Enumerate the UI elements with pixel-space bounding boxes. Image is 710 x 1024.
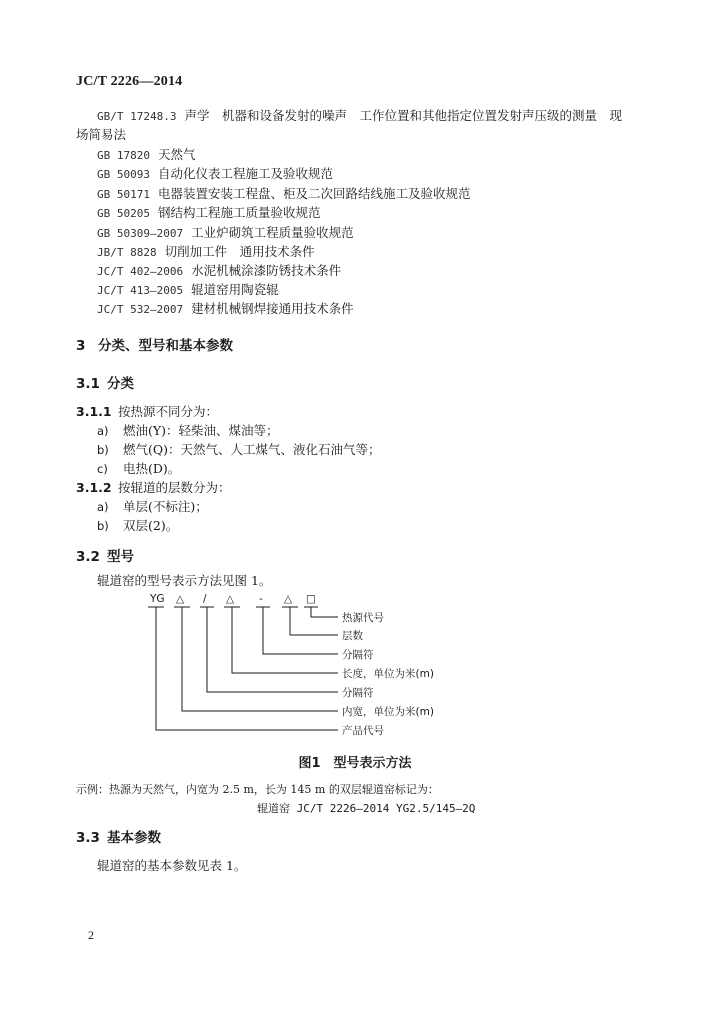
list-item (97, 516, 178, 534)
leader-line (207, 607, 338, 692)
reference-code: GB 50205 (97, 207, 150, 220)
reference-title: 建材机械钢焊接通用技术条件 (191, 301, 354, 316)
section-number: 3 (76, 338, 86, 354)
reference-title: 辊道窑用陶瓷辊 (191, 282, 279, 297)
list-item (97, 497, 208, 515)
subsection-title: 型号 (107, 549, 134, 565)
reference-item (97, 299, 354, 319)
reference-title: 场简易法 (76, 127, 127, 142)
subsection-heading (76, 372, 134, 392)
clause-text: 按热源不同分为： (118, 404, 219, 419)
label-separator: 分隔符 (342, 687, 374, 699)
reference-title: 自动化仪表工程施工及验收规范 (157, 166, 333, 181)
subsection-title: 分类 (107, 376, 134, 392)
list-letter: a) (97, 500, 109, 514)
clause-3-1-2 (76, 478, 231, 496)
model-designation-diagram (0, 585, 710, 745)
symbol-triangle: △ (226, 593, 235, 605)
page-number: 2 (88, 928, 94, 942)
list-item (97, 459, 180, 477)
list-letter: a) (97, 424, 109, 438)
list-text: 双层(2)。 (123, 518, 179, 533)
label-length: 长度，单位为米(m) (342, 668, 434, 680)
reference-title: 钢结构工程施工质量验收规范 (157, 205, 321, 220)
subsection-heading (76, 545, 134, 565)
subsection-title: 基本参数 (107, 830, 161, 846)
reference-title: 切削加工件 通用技术条件 (164, 244, 315, 259)
reference-code: GB 50171 (97, 188, 150, 201)
document-header: JC/T 2226—2014 (76, 74, 183, 89)
subsection-number: 3.2 (76, 549, 100, 565)
clause-number: 3.1.1 (76, 404, 112, 419)
leader-line (182, 607, 338, 711)
reference-code: GB 17820 (97, 149, 150, 162)
reference-title: 水泥机械涂漆防锈技术条件 (191, 263, 342, 278)
section-heading (76, 334, 233, 354)
list-letter: b) (97, 519, 109, 533)
label-inner-width: 内宽，单位为米(m) (342, 706, 434, 718)
reference-title: 工业炉砌筑工程质量验收规范 (191, 225, 354, 240)
symbol-triangle: △ (284, 593, 293, 605)
reference-title: 电器装置安装工程盘、柜及二次回路结线施工及验收规范 (157, 186, 471, 201)
clause-number: 3.1.2 (76, 480, 112, 495)
list-text: 燃气(Q)：天然气、人工煤气、液化石油气等； (123, 442, 381, 457)
reference-code: JC/T 532—2007 (97, 303, 184, 316)
reference-code: JB/T 8828 (97, 246, 157, 259)
reference-item (97, 223, 354, 243)
subsection-heading (76, 826, 161, 846)
reference-item (97, 261, 341, 281)
subsection-number: 3.3 (76, 830, 100, 846)
subsection-number: 3.1 (76, 376, 100, 392)
example-designation: 辊道窑 JC/T 2226—2014 YG2.5/145—2Q (257, 802, 476, 815)
reference-code: GB 50093 (97, 168, 150, 181)
label-heat-source-code: 热源代号 (342, 612, 384, 624)
list-letter: c) (97, 462, 108, 476)
leader-line (263, 607, 338, 654)
leader-line (311, 607, 338, 617)
list-letter: b) (97, 443, 109, 457)
leader-line (156, 607, 338, 730)
reference-item (97, 203, 321, 223)
reference-code: JC/T 413—2005 (97, 284, 184, 297)
reference-code: GB 50309—2007 (97, 227, 184, 240)
symbol-dash: - (259, 593, 263, 605)
list-item (97, 440, 381, 458)
leader-line (290, 607, 338, 635)
label-layers: 层数 (342, 630, 363, 642)
symbol-square: □ (306, 593, 316, 605)
paragraph: 辊道窑的型号表示方法见图 1。 (97, 573, 272, 588)
symbol-slash: / (203, 593, 207, 605)
label-separator: 分隔符 (342, 649, 374, 661)
label-product-code: 产品代号 (342, 725, 384, 737)
list-text: 电热(D)。 (123, 461, 181, 476)
symbol-triangle: △ (176, 593, 185, 605)
list-text: 燃油(Y)：轻柴油、煤油等； (123, 423, 279, 438)
clause-3-1-1 (76, 402, 218, 420)
reference-item (97, 164, 333, 184)
figure-caption: 图1 型号表示方法 (298, 756, 412, 771)
reference-title: 声学 机器和设备发射的噪声 工作位置和其他指定位置发射声压级的测量 现 (184, 108, 622, 123)
clause-text: 按辊道的层数分为： (118, 480, 231, 495)
reference-item (97, 184, 471, 204)
reference-code: GB/T 17248.3 (97, 110, 177, 123)
reference-item (97, 145, 196, 165)
paragraph: 辊道窑的基本参数见表 1。 (97, 858, 247, 873)
reference-item-continuation (76, 125, 126, 144)
example-text: 示例：热源为天然气，内宽为 2.5 m，长为 145 m 的双层辊道窑标记为： (76, 783, 439, 796)
reference-item (97, 106, 622, 126)
reference-title: 天然气 (157, 147, 196, 162)
list-text: 单层(不标注)； (123, 499, 208, 514)
reference-code: JC/T 402—2006 (97, 265, 184, 278)
list-item (97, 421, 279, 439)
symbol-yg: YG (150, 593, 165, 605)
reference-item (97, 242, 315, 262)
section-title: 分类、型号和基本参数 (98, 338, 233, 354)
reference-item (97, 280, 279, 300)
